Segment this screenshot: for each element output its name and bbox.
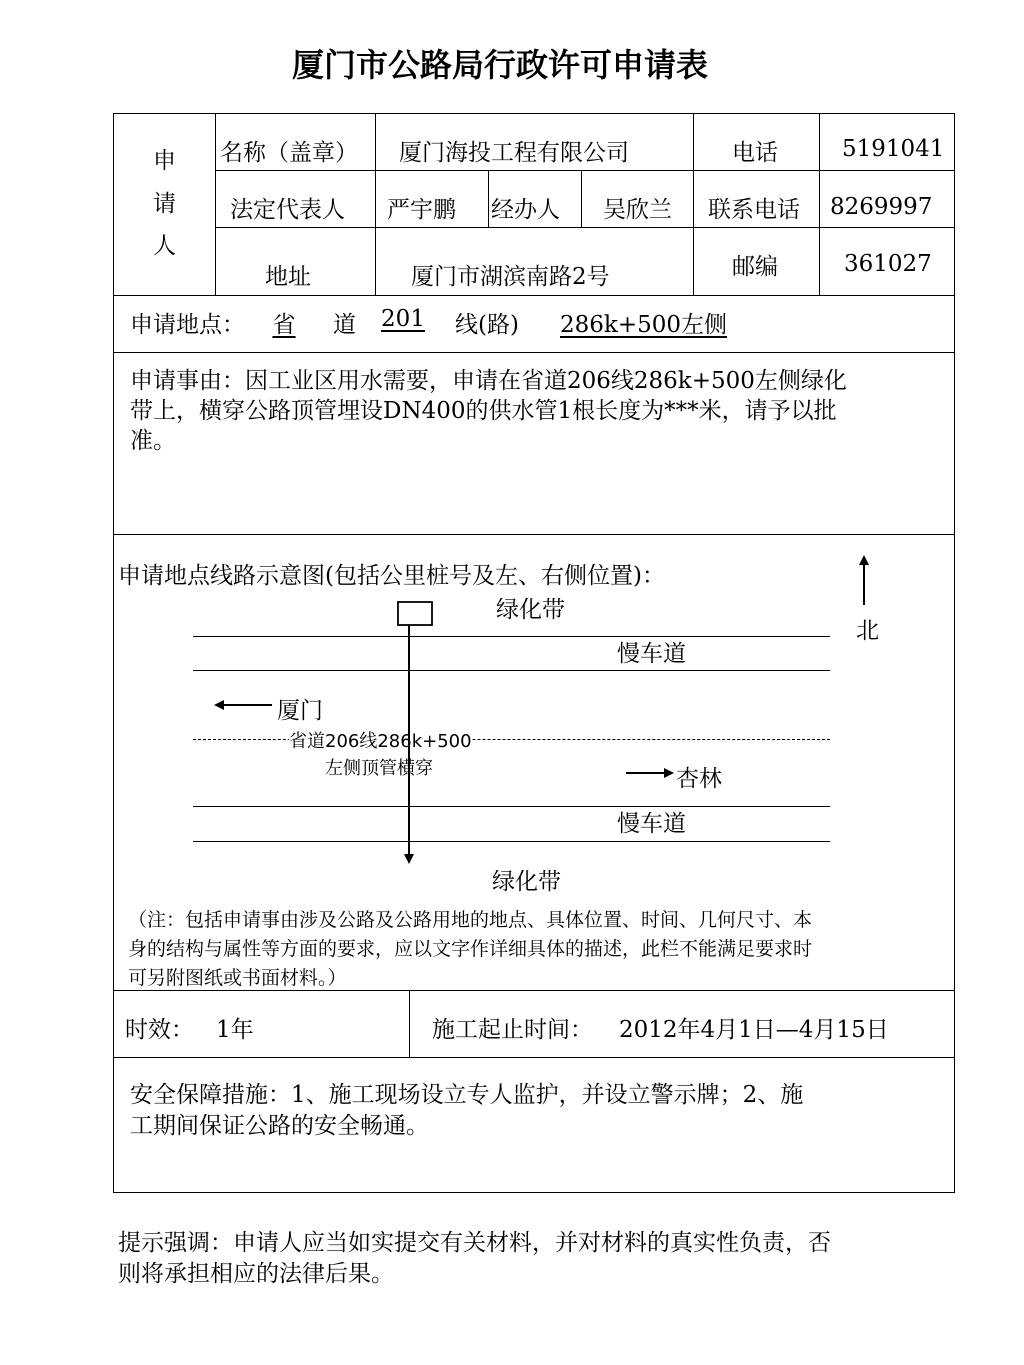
applicant-label-char: 请 <box>153 191 176 217</box>
road-word: 道 <box>333 312 356 338</box>
phone-label: 电话 <box>732 140 778 166</box>
xinglin-label: 杏林 <box>676 766 722 792</box>
legal-rep-value: 严宇鹏 <box>387 197 456 223</box>
validity-value: 1年 <box>216 1017 254 1043</box>
grid-line <box>113 534 955 535</box>
green-belt-top: 绿化带 <box>496 597 565 623</box>
grid-line <box>693 113 694 295</box>
road-number: 201 <box>381 306 425 332</box>
address-value: 厦门市湖滨南路2号 <box>411 264 610 290</box>
reason-line: 准。 <box>130 428 176 454</box>
grid-line <box>215 227 955 228</box>
name-label: 名称（盖章） <box>220 140 358 166</box>
grid-line <box>113 1057 955 1058</box>
grid-line <box>215 113 216 295</box>
phone-value: 5191041 <box>842 136 945 162</box>
road-edge-line <box>193 636 830 637</box>
slow-lane-bottom: 慢车道 <box>617 811 686 837</box>
diagram-heading: 申请地点线路示意图(包括公里桩号及左、右侧位置)： <box>118 563 665 589</box>
handler-label: 经办人 <box>491 197 560 223</box>
note-line: 身的结构与属性等方面的要求，应以文字作详细具体的描述，此栏不能满足要求时 <box>128 938 813 960</box>
grid-line <box>819 113 820 295</box>
road-edge-line <box>193 806 830 807</box>
stake-annotation: 省道206线286k+500 <box>289 727 472 753</box>
pipe-crossing-marker <box>396 600 436 866</box>
grid-line <box>375 113 376 295</box>
green-belt-bottom: 绿化带 <box>492 869 561 895</box>
north-label: 北 <box>856 618 879 644</box>
applicant-label-char: 人 <box>153 233 176 259</box>
company-name: 厦门海投工程有限公司 <box>399 140 629 166</box>
location-label: 申请地点： <box>130 312 245 338</box>
grid-line <box>113 352 955 353</box>
note-line: 可另附图纸或书面材料。） <box>128 967 347 989</box>
reason-line: 带上，横穿公路顶管埋设DN400的供水管1根长度为***米，请予以批 <box>130 398 837 424</box>
note-line: （注：包括申请事由涉及公路及公路用地的地点、具体位置、时间、几何尺寸、本 <box>128 909 813 931</box>
applicant-label-char: 申 <box>153 148 176 174</box>
handler-value: 吴欣兰 <box>603 197 672 223</box>
address-label: 地址 <box>265 264 311 290</box>
safety-line: 工期间保证公路的安全畅通。 <box>130 1113 429 1139</box>
footer-line: 提示强调：申请人应当如实提交有关材料，并对材料的真实性负责，否 <box>118 1230 831 1256</box>
road-class: 省 <box>272 312 296 338</box>
footer-line: 则将承担相应的法律后果。 <box>118 1261 394 1287</box>
postcode-value: 361027 <box>844 251 932 277</box>
crossing-annotation: 左侧顶管横穿 <box>325 758 433 779</box>
contact-phone-label: 联系电话 <box>708 197 800 223</box>
legal-rep-label: 法定代表人 <box>230 197 345 223</box>
grid-line <box>409 990 410 1057</box>
slow-lane-top: 慢车道 <box>617 641 686 667</box>
construction-period-label: 施工起止时间： <box>432 1017 593 1043</box>
validity-label: 时效： <box>125 1017 194 1043</box>
grid-line <box>113 295 955 296</box>
north-arrow <box>852 555 876 607</box>
grid-line <box>488 170 489 227</box>
road-edge-line <box>193 841 830 842</box>
line-word: 线(路) <box>455 312 519 338</box>
stake-position: 286k+500左侧 <box>559 312 727 338</box>
construction-period-value: 2012年4月1日—4月15日 <box>619 1017 889 1043</box>
grid-line <box>581 170 582 227</box>
right-arrow-icon <box>624 765 674 781</box>
xiamen-label: 厦门 <box>277 698 323 724</box>
grid-line <box>215 170 955 171</box>
reason-line: 申请事由：因工业区用水需要，申请在省道206线286k+500左侧绿化 <box>130 368 847 394</box>
road-edge-line <box>193 670 830 671</box>
postcode-label: 邮编 <box>732 254 778 280</box>
safety-line: 安全保障措施：1、施工现场设立专人监护，并设立警示牌；2、施 <box>130 1082 804 1108</box>
left-arrow-icon <box>214 697 274 713</box>
page-title: 厦门市公路局行政许可申请表 <box>291 46 708 84</box>
contact-phone-value: 8269997 <box>830 194 933 220</box>
